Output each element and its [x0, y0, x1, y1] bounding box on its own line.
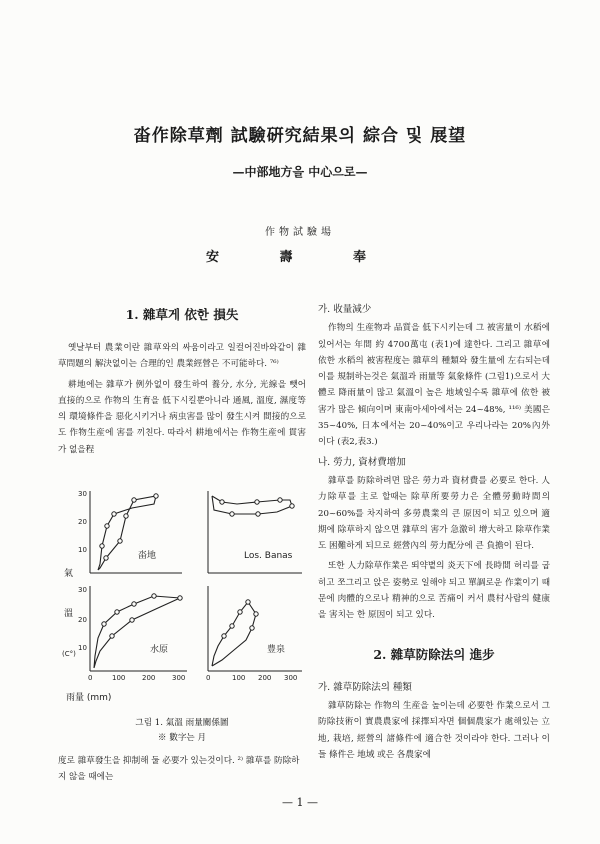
caption-line2: ※ 數字는 月 — [157, 733, 207, 743]
left-column-continued: 度로 雜草發生을 抑制해 둘 必要가 있는것이다. ²⁾ 雜草를 防除하지 않을 때에는 — [58, 756, 300, 782]
paragraph: 耕地에는 雜草가 例外없이 發生하여 養分, 水分, 光線을 뺏어 直接的으로 作物의 生育을 低下시킬뿐아니라 通風, 溫度, 濕度等의 環境條件을 惡化시키거나 病虫害를 많이 發生시켜 間接的으로도 作物生産에 害를 끼친다. 따라서 耕地에서는 作物生産에 貫害가 없을程 — [58, 379, 306, 455]
y-axis-label-part1: 氣 — [64, 569, 74, 579]
panel-label: 畓地 — [138, 551, 157, 561]
x-tick: 200 — [258, 674, 272, 682]
figure-1 — [62, 486, 314, 711]
x-tick: 200 — [142, 674, 156, 682]
panel-top-right — [208, 491, 302, 573]
page-number: — 1 — — [282, 796, 318, 809]
section1-heading: 1. 雜草게 依한 損失 — [125, 307, 239, 322]
x-tick: 300 — [284, 674, 298, 682]
y-tick: 10 — [78, 546, 87, 554]
subheading-c: 가. 雜草防除法의 種類 — [318, 681, 412, 693]
x-axis-label: 雨量 (mm) — [66, 693, 112, 703]
x-tick: 0 — [88, 674, 93, 682]
subheading-a: 가. 收量減少 — [318, 304, 372, 315]
author-name: 安 壽 奉 — [205, 250, 395, 265]
author-institute: 作物試驗場 — [265, 227, 335, 238]
y-tick-bottom: 20 — [78, 616, 87, 624]
section2-heading: 2. 雜草防除法의 進步 — [373, 646, 495, 662]
y-tick-bottom: 30 — [78, 586, 87, 594]
y-tick: 30 — [78, 490, 87, 498]
y-axis-label-part2: 溫 — [64, 609, 74, 619]
panel-label: 水原 — [150, 645, 169, 655]
subheading-b: 나. 勞力, 資材費增加 — [318, 456, 406, 468]
left-column — [58, 306, 306, 462]
y-axis-unit: (C°) — [62, 650, 76, 658]
paragraph: 또한 人力除草作業은 뙤약볕의 炎天下에 長時間 허리를 굽히고 쪼그리고 앉은 姿勢로 일해야 되고 單調로운 作業이기 때문에 肉體的으로나 精神的으로 苦痛이 커서 農村사람의 健康을 害치는 한 原因이 되고 있다. — [318, 561, 550, 621]
temperature-rainfall-chart — [62, 486, 314, 711]
paragraph: 옛날부터 農業이란 雜草와의 싸움이라고 일컬어진바와같이 雜草問題의 解決없이는 合理的인 農業經營은 不可能하다. ⁷⁶⁾ — [58, 343, 306, 370]
y-tick-bottom: 10 — [78, 644, 87, 652]
article-title: 畓作除草劑 試驗硏究結果의 綜合 및 展望 — [133, 126, 467, 146]
x-tick: 100 — [232, 674, 246, 682]
right-column — [318, 298, 550, 767]
panel-label: 豊泉 — [267, 645, 286, 655]
panel-bottom-left — [78, 586, 187, 682]
y-tick: 20 — [78, 518, 87, 526]
panel-label: Los. Banas — [244, 551, 293, 561]
article-subtitle: —中部地方을 中心으로— — [232, 165, 368, 179]
x-tick: 300 — [172, 674, 186, 682]
x-tick: 0 — [206, 674, 211, 682]
caption-line1: 그림 1. 氣溫 雨量關係圖 — [135, 718, 229, 728]
paragraph: 雜草防除는 作物의 生産을 높이는데 必要한 作業으로서 그 防除技術이 實農農家에 採擇되자면 個個農家가 處해있는 立地, 栽培, 經營의 諸條件에 適合한 것이라야 한다. 그러나 이들 條件은 地域 或은 各農家에 — [318, 700, 550, 760]
paragraph: 作物의 生産物과 品質을 低下시키는데 그 被害量이 水稻에 있어서는 年間 約 4700萬屯 (表1)에 達한다. 그리고 雜草에 依한 水稻의 被害程度는 雜草의 種類와 發生量에 左右되는데 이를 規制하는것은 氣溫과 雨量等 氣象條件 (그림1)으로서 大體로 降雨量이 많고 氣溫이 높은 地域일수록 雜草에 依한 被害가 많은 傾向이며 東南아세아에서는 24~48%, ¹¹⁶⁾ 美國은 35~40%, 日本에서는 20~40%이고 우리나라는 20%內外이다 (表2,表3.) — [318, 323, 550, 448]
paragraph: 雜草를 防除하려면 많은 勞力과 資材費를 必要로 한다. 人力除草를 主로 할때는 除草所要勞力은 全體勞動時間의 20~60%를 차지하여 多勞農業의 큰 原因이 되고 있으며 適期에 除草하지 않으면 雜草의 害가 急激히 增大하고 除草作業도 困難하게 되므로 經營內의 勞力配分에 큰 負擔이 된다. — [318, 475, 550, 552]
x-tick: 100 — [112, 674, 126, 682]
panel-top-left — [78, 490, 182, 573]
panel-bottom-right — [206, 586, 302, 682]
figure-caption — [58, 716, 306, 746]
